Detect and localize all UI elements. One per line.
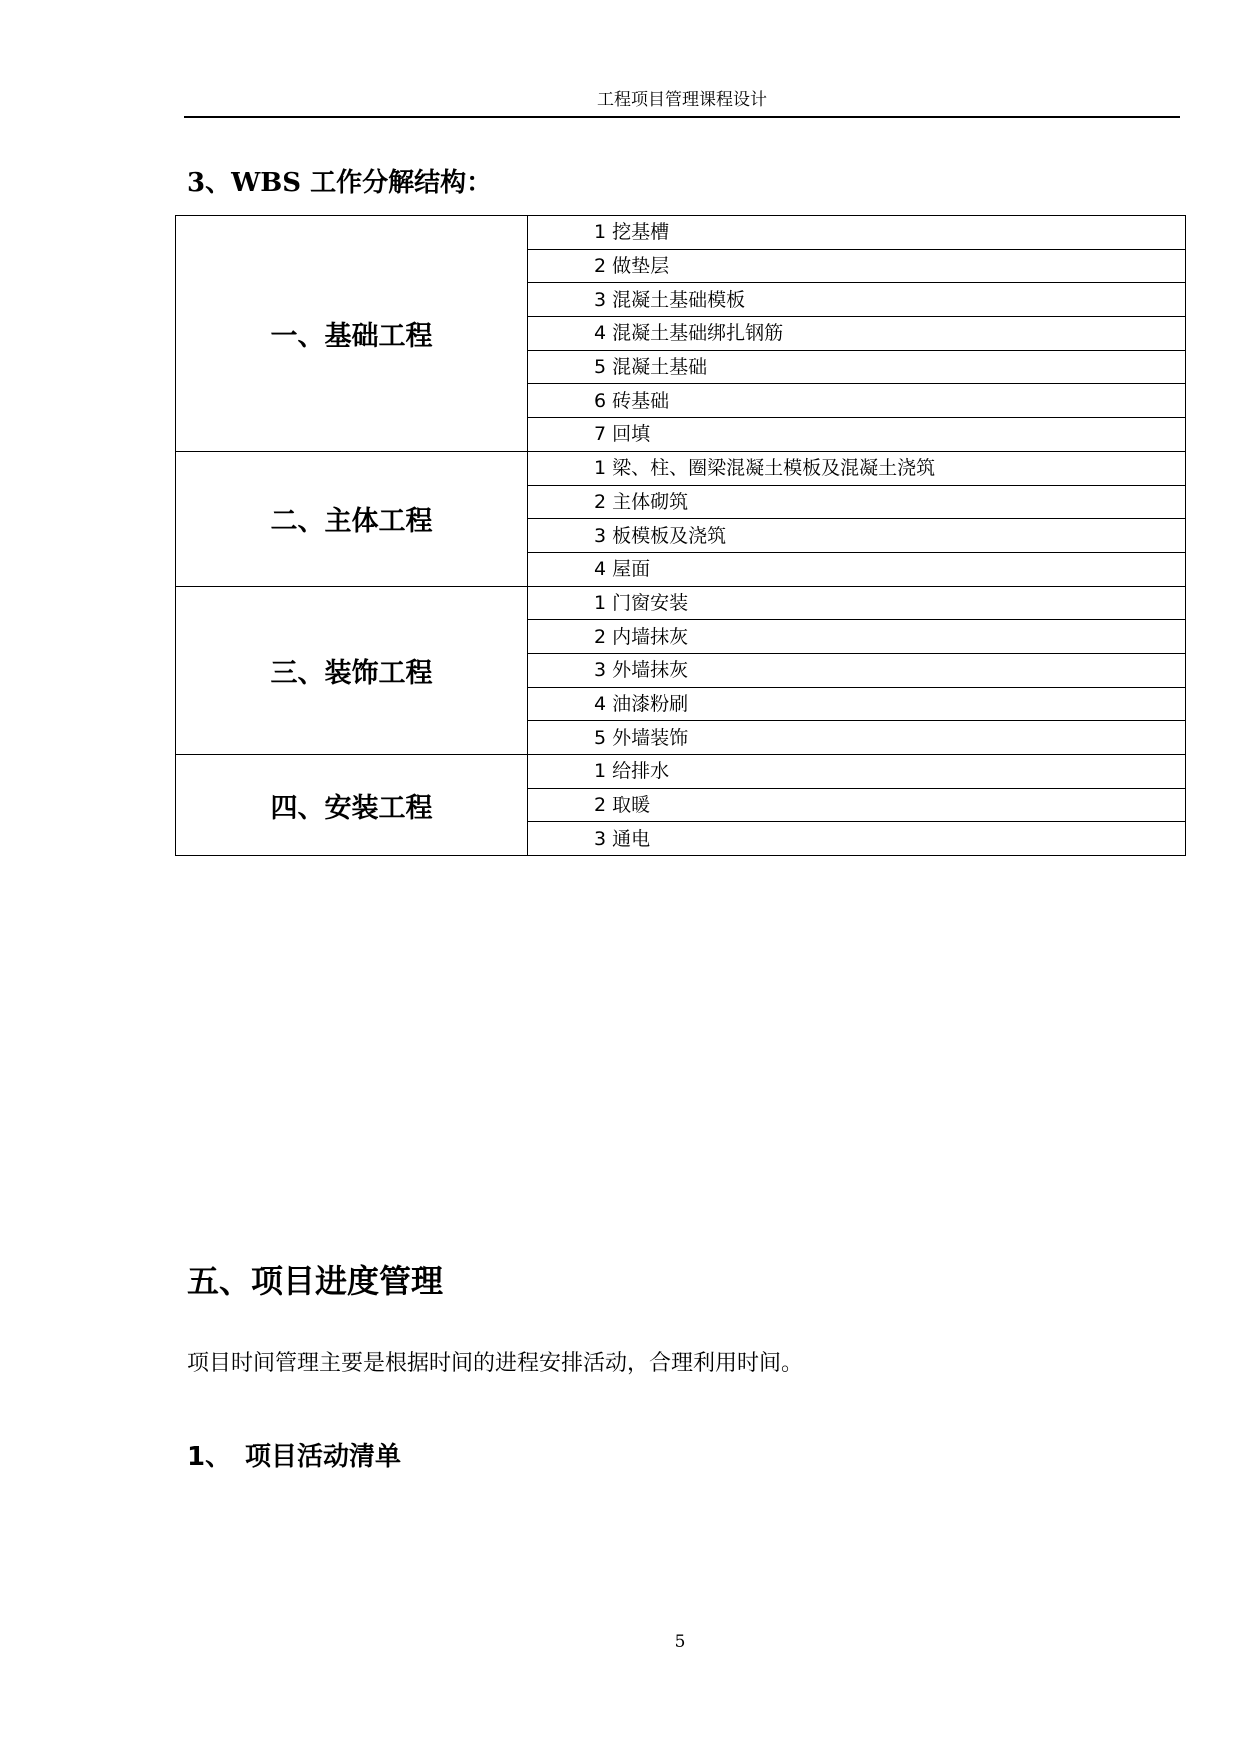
phase-cell-installation: 四、安装工程 (176, 755, 528, 856)
table-row (176, 451, 1186, 485)
task-cell: 1 梁、柱、圈梁混凝土模板及混凝土浇筑 (528, 451, 1186, 485)
task-cell: 3 混凝土基础模板 (528, 283, 1186, 317)
wbs-table (175, 215, 1186, 856)
task-cell: 1 门窗安装 (528, 586, 1186, 620)
task-cell: 1 挖基槽 (528, 216, 1186, 250)
task-cell: 3 通电 (528, 822, 1186, 856)
task-cell: 3 板模板及浇筑 (528, 519, 1186, 553)
task-cell: 2 取暖 (528, 788, 1186, 822)
phase-cell-decoration: 三、装饰工程 (176, 586, 528, 754)
schedule-chapter-heading: 五、项目进度管理 (187, 1262, 444, 1300)
task-cell: 6 砖基础 (528, 384, 1186, 418)
activity-list-subheading (187, 1437, 401, 1477)
table-row (176, 216, 1186, 250)
phase-cell-foundation: 一、基础工程 (176, 216, 528, 452)
task-cell: 4 油漆粉刷 (528, 687, 1186, 721)
task-cell: 4 屋面 (528, 552, 1186, 586)
task-cell: 5 外墙装饰 (528, 721, 1186, 755)
task-cell: 2 内墙抹灰 (528, 620, 1186, 654)
task-cell: 2 主体砌筑 (528, 485, 1186, 519)
task-cell: 5 混凝土基础 (528, 350, 1186, 384)
table-row (176, 586, 1186, 620)
task-cell: 2 做垫层 (528, 249, 1186, 283)
task-cell: 7 回填 (528, 418, 1186, 452)
page-header (184, 86, 1180, 118)
schedule-intro-paragraph: 项目时间管理主要是根据时间的进程安排活动，合理利用时间。 (187, 1351, 804, 1376)
phase-cell-main-structure: 二、主体工程 (176, 451, 528, 586)
page-header-title: 工程项目管理课程设计 (597, 90, 767, 110)
wbs-section-heading: 3、WBS 工作分解结构： (187, 168, 493, 198)
task-cell: 1 给排水 (528, 755, 1186, 789)
page-number: 5 (674, 1632, 686, 1652)
subheading-text: 项目活动清单 (245, 1442, 402, 1472)
task-cell: 3 外墙抹灰 (528, 653, 1186, 687)
subheading-number: 1、 (187, 1442, 232, 1472)
table-row (176, 755, 1186, 789)
task-cell: 4 混凝土基础绑扎钢筋 (528, 317, 1186, 351)
